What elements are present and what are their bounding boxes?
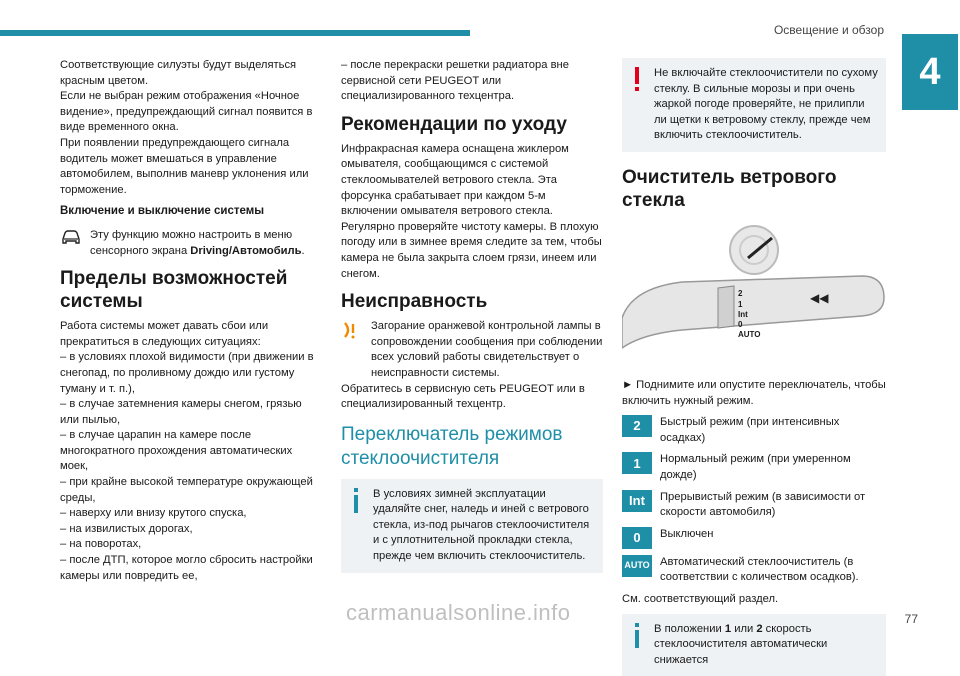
page-number: 77 <box>905 612 918 626</box>
toggle-note <box>60 228 322 259</box>
column-2 <box>341 58 603 573</box>
mode-row <box>622 490 886 521</box>
list-item: – после перекраски решетки радиатора вне сервисной сети PEUGEOT или специализированного техцентра. <box>341 58 603 105</box>
lever-label: 2 <box>738 286 742 302</box>
paragraph: Если не выбран режим отображения «Ночное видение», предупреждающий сигнал появится в виде временного окна. <box>60 89 322 136</box>
paragraph: Обратитесь в сервисную сеть PEUGEOT или в специализированный техцентр. <box>341 382 603 413</box>
warning-icon <box>632 66 646 144</box>
column-3 <box>622 58 886 676</box>
info-text: В положении 1 или 2 скорость стеклоочистителя автоматически снижается <box>654 622 878 669</box>
header-accent-bar <box>0 30 470 36</box>
mode-badge: 0 <box>622 527 652 549</box>
column-1 <box>60 58 322 584</box>
heading-fault: Неисправность <box>341 290 603 313</box>
mode-row <box>622 415 886 446</box>
watermark: carmanualsonline.info <box>346 600 571 626</box>
fault-text: Загорание оранжевой контрольной лампы в сопровождении сообщения при соблюдении всех условий работы свидетельствует о неисправности системы. <box>371 319 603 381</box>
paragraph: Соответствующие силуэты будут выделяться красным цветом. <box>60 58 322 89</box>
section-title: Освещение и обзор <box>774 23 884 37</box>
menu-name: Driving/Автомобиль <box>190 245 301 257</box>
car-icon <box>60 228 82 250</box>
mode-badge: 2 <box>622 415 652 437</box>
paragraph: Работа системы может давать сбои или прекратиться в следующих ситуациях: <box>60 319 322 350</box>
info-text: В условиях зимней эксплуатации удаляйте снег, наледь и иней с ветрового стекла, из-под рычагов стеклоочистителя и с уплотнительной прокладки стекла, прежде чем включить стеклоочиститель. <box>373 487 595 565</box>
mode-badge: Int <box>622 490 652 512</box>
info-icon <box>351 487 365 565</box>
wiper-lever-illustration <box>622 218 886 378</box>
chapter-tab: 4 <box>902 34 958 110</box>
mode-row <box>622 555 886 586</box>
warning-lamp-icon <box>341 319 363 341</box>
lever-label: 1 <box>738 297 742 313</box>
mode-badge: 1 <box>622 452 652 474</box>
heading-limits: Пределы возможностей системы <box>60 267 322 313</box>
list-item: – при крайне высокой температуре окружающей среды, <box>60 475 322 506</box>
list-item: – наверху или внизу крутого спуска, <box>60 506 322 522</box>
paragraph: При появлении предупреждающего сигнала водитель может вмешаться в управление автомобилем, выполнив маневр уклонения или торможение. <box>60 136 322 198</box>
list-item: – в условиях плохой видимости (при движении в снегопад, по проливному дождю или густому туману и т. п.), <box>60 350 322 397</box>
mode-text: Нормальный режим (при умеренном дожде) <box>660 452 886 483</box>
mode-text: Быстрый режим (при интенсивных осадках) <box>660 415 886 446</box>
fault-note <box>341 319 603 381</box>
info-icon <box>632 622 646 669</box>
mode-text: Автоматический стеклоочиститель (в соответствии с количеством осадков). <box>660 555 886 586</box>
mode-row <box>622 527 886 549</box>
instruction: ► Поднимите или опустите переключатель, чтобы включить нужный режим. <box>622 378 886 409</box>
warning-callout <box>622 58 886 152</box>
lever-drawing <box>622 218 886 378</box>
list-item: – в случае затемнения камеры снегом, грязью или пылью, <box>60 397 322 428</box>
mode-row <box>622 452 886 483</box>
lever-label: Int <box>738 307 748 323</box>
info-callout-2 <box>622 614 886 676</box>
mode-badge: AUTO <box>622 555 652 577</box>
paragraph: Инфракрасная камера оснащена жиклером омывателя, сообщающимся с системой стеклоомывателей ветрового стекла. Эта форсунка срабатывает при каждом 5-м включении омывателя ветрового стекла. Регулярно проверяйте чистоту камеры. В плохую погоду или в зимнее время следите за тем, чтобы камера не была закрыта слоем грязи, инеем или снегом. <box>341 142 603 282</box>
mode-text: Прерывистый режим (в зависимости от скорости автомобиля) <box>660 490 886 521</box>
heading-wiper: Очиститель ветрового стекла <box>622 166 886 212</box>
heading-switch: Переключатель режимов стеклоочистителя <box>341 423 603 471</box>
info-callout <box>341 479 603 573</box>
list-item: – после ДТП, которое могло сбросить настройки камеры или повредить ее, <box>60 553 322 584</box>
lever-label: 0 <box>738 317 742 333</box>
list-item: – в случае царапин на камере после многократного прохождения автоматических моек, <box>60 428 322 475</box>
mode-text: Выключен <box>660 527 713 543</box>
see-also: См. соответствующий раздел. <box>622 592 886 608</box>
fast-arrow-icon: ◀◀ <box>810 291 829 305</box>
toggle-text: Эту функцию можно настроить в меню сенсорного экрана Driving/Автомобиль. <box>90 228 322 259</box>
warning-text: Не включайте стеклоочистители по сухому стеклу. В сильные морозы и при очень жаркой погоде проверяйте, не прилипли ли щетки к ветровому стеклу, прежде чем включить стеклоочиститель. <box>654 66 878 144</box>
heading-care: Рекомендации по уходу <box>341 113 603 136</box>
list-item: – на извилистых дорогах, <box>60 522 322 538</box>
lever-label: AUTO <box>738 327 761 343</box>
subheading-toggle: Включение и выключение системы <box>60 204 322 220</box>
list-item: – на поворотах, <box>60 537 322 553</box>
